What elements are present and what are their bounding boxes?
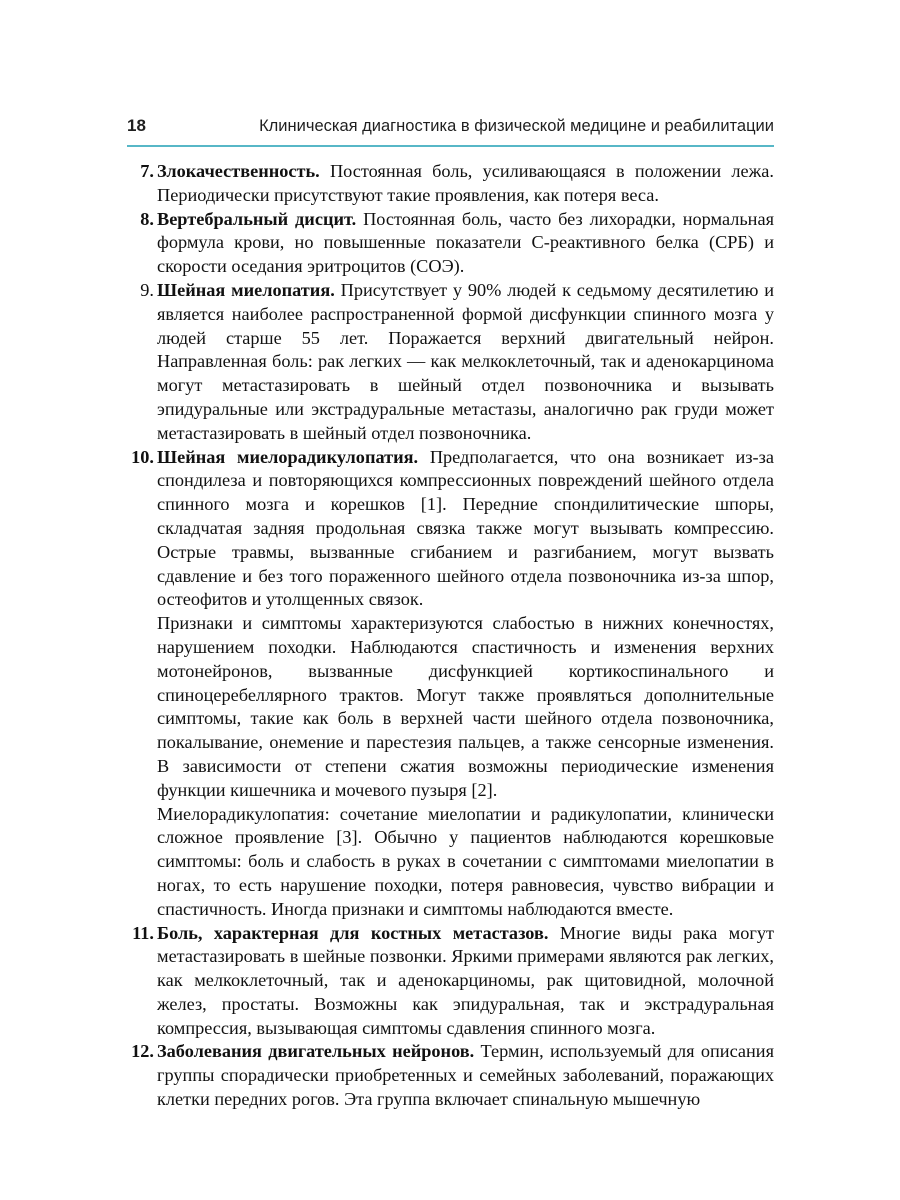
item-paragraph xyxy=(157,1040,774,1111)
item-term: Шейная миелопатия. xyxy=(157,279,335,300)
item-paragraph xyxy=(157,922,774,1041)
item-number: 12. xyxy=(131,1041,154,1062)
header-divider xyxy=(127,145,774,147)
list-item-12 xyxy=(127,1040,774,1111)
item-paragraph xyxy=(157,446,774,613)
item-paragraph xyxy=(157,160,774,208)
item-text: Постоянная боль, часто без лихорадки, нормальная формула крови, но повышенные показатели С-реактивного белка (СРБ) и скорости оседания эритроцитов (СОЭ). xyxy=(157,208,774,277)
item-term: Шейная миелорадикулопатия. xyxy=(157,446,419,467)
list-item-8 xyxy=(127,208,774,279)
item-number: 8. xyxy=(140,208,154,229)
item-text: Присутствует у 90% людей к седьмому десятилетию и является наиболее распространенной формой дисфункции спинного мозга у людей старше 55 лет. Поражается верхний двигательный нейрон. Направленная боль: рак легких — как мелкоклеточный, так и аденокарцинома могут метастазировать в шейный отдел позвоночника и вызывать эпидуральные или экстрадуральные метастазы, аналогично рак груди может метастазировать в шейный отдел позвоночника. xyxy=(157,279,774,443)
item-term: Вертебральный дисцит. xyxy=(157,208,357,229)
item-paragraph xyxy=(157,208,774,279)
item-number: 9. xyxy=(140,279,154,300)
list-item-11 xyxy=(127,922,774,1041)
list-item-7 xyxy=(127,160,774,208)
page-number: 18 xyxy=(127,116,146,135)
page-header xyxy=(127,113,774,139)
running-title: Клиническая диагностика в физической медицине и реабилитации xyxy=(259,117,774,135)
page-content xyxy=(127,160,774,1112)
item-paragraph xyxy=(157,279,774,446)
item-text: Многие виды рака могут метастазировать в шейные позвонки. Яркими примерами являются рак легких, как мелкоклеточный, так и аденокарциномы, рак щитовидной, молочной желез, простаты. Возможны как эпидуральная, так и экстрадуральная компрессия, вызывающая симптомы сдавления спинного мозга. xyxy=(157,922,774,1038)
item-text: Постоянная боль, усиливающаяся в положении лежа. Периодически присутствуют такие проявления, как потеря веса. xyxy=(157,161,774,205)
item-term: Боль, характерная для костных метастазов. xyxy=(157,922,549,943)
item-text: Предполагается, что она возникает из-за спондилеза и повторяющихся компрессионных повреждений шейного отдела спинного мозга и корешков [1]. Передние спондилитические шпоры, складчатая задняя продольная связка также могут вызывать компрессию. Острые травмы, вызванные сгибанием и разгибанием, могут вызвать сдавление и без того пораженного шейного отдела позвоночника из-за шпор, остеофитов и утолщенных связок. xyxy=(157,446,774,610)
item-text: Термин, используемый для описания группы спорадически приобретенных и семейных заболеваний, поражающих клетки передних рогов. Эта группа включает спинальную мышечную xyxy=(157,1041,774,1110)
item-term: Заболевания двигательных нейронов. xyxy=(157,1041,475,1062)
item-paragraph: Миелорадикулопатия: сочетание миелопатии и радикулопатии, клинически сложное проявление [3]. Обычно у пациентов наблюдаются корешковые симптомы: боль и слабость в руках в сочетании с симптомами миелопатии в ногах, то есть нарушение походки, потеря равновесия, чувство вибрации и спастичность. Иногда признаки и симптомы наблюдаются вместе. xyxy=(157,803,774,919)
item-number: 7. xyxy=(140,161,154,181)
list-item-10 xyxy=(127,446,774,922)
list-item-9 xyxy=(127,279,774,446)
item-number: 10. xyxy=(131,446,154,467)
item-term: Злокачественность. xyxy=(157,161,320,181)
item-number: 11. xyxy=(132,922,154,943)
item-paragraph: Признаки и симптомы характеризуются слабостью в нижних конечностях, нарушением походки. Наблюдаются спастичность и изменения верхних мотонейронов, вызванные дисфункцией кортикоспинального и спиноцеребеллярного трактов. Могут также проявляться дополнительные симптомы, такие как боль в верхней части шейного отдела позвоночника, покалывание, онемение и парестезия пальцев, а также сенсорные изменения. В зависимости от степени сжатия возможны периодические изменения функции кишечника и мочевого пузыря [2]. xyxy=(157,613,774,800)
